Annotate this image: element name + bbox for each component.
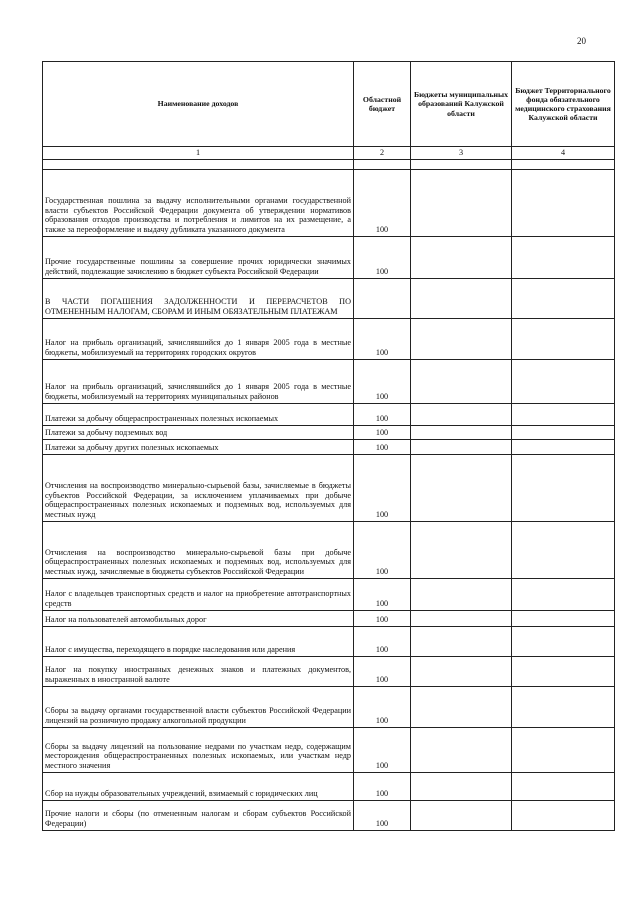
municipal-value bbox=[411, 686, 512, 727]
spacer-cell bbox=[512, 159, 615, 169]
municipal-value bbox=[411, 610, 512, 626]
section-empty-cell bbox=[411, 278, 512, 318]
municipal-value bbox=[411, 454, 512, 521]
page-number: 20 bbox=[577, 36, 586, 46]
table-row bbox=[43, 626, 615, 656]
fund-value bbox=[512, 578, 615, 610]
municipal-value bbox=[411, 318, 512, 359]
table-row bbox=[43, 656, 615, 686]
municipal-value bbox=[411, 656, 512, 686]
regional-value: 100 bbox=[354, 727, 411, 772]
fund-value bbox=[512, 521, 615, 578]
regional-value: 100 bbox=[354, 403, 411, 425]
table-row bbox=[43, 439, 615, 454]
regional-value: 100 bbox=[354, 626, 411, 656]
section-empty-cell bbox=[354, 278, 411, 318]
column-number: 3 bbox=[411, 147, 512, 160]
revenue-name: Государственная пошлина за выдачу исполнительными органами государственной власти субъектов Российской Федерации документа об утверждении нормативов образования отходов производства и потребления и лимитов на их размещение, а также за переоформление и выдачу дубликата указанного документа bbox=[43, 169, 354, 236]
regional-value: 100 bbox=[354, 686, 411, 727]
table-row bbox=[43, 610, 615, 626]
regional-value: 100 bbox=[354, 656, 411, 686]
column-number: 2 bbox=[354, 147, 411, 160]
regional-value: 100 bbox=[354, 439, 411, 454]
fund-value bbox=[512, 686, 615, 727]
revenue-name: Платежи за добычу общераспространенных полезных ископаемых bbox=[43, 403, 354, 425]
revenue-name: Налог на прибыль организаций, зачислявшийся до 1 января 2005 года в местные бюджеты, мобилизуемый на территориях городских округов bbox=[43, 318, 354, 359]
fund-value bbox=[512, 800, 615, 830]
header-municipal-budgets: Бюджеты муниципальных образований Калужской области bbox=[411, 62, 512, 147]
spacer-cell bbox=[354, 159, 411, 169]
revenue-name: Отчисления на воспроизводство минерально-сырьевой базы, зачисляемые в бюджеты субъектов Российской Федерации, за исключением уплачиваемых при добыче общераспространенных полезных ископаемых и подземных вод, используемых для местных нужд bbox=[43, 454, 354, 521]
revenue-name: Отчисления на воспроизводство минерально-сырьевой базы при добыче общераспространенных полезных ископаемых и подземных вод, используемых для местных нужд, зачисляемые в бюджеты субъектов Российской Федерации bbox=[43, 521, 354, 578]
spacer-cell bbox=[411, 159, 512, 169]
regional-value: 100 bbox=[354, 359, 411, 403]
table-row bbox=[43, 521, 615, 578]
regional-value: 100 bbox=[354, 169, 411, 236]
fund-value bbox=[512, 403, 615, 425]
regional-value: 100 bbox=[354, 610, 411, 626]
regional-value: 100 bbox=[354, 578, 411, 610]
fund-value bbox=[512, 359, 615, 403]
table-row bbox=[43, 169, 615, 236]
table-row bbox=[43, 686, 615, 727]
municipal-value bbox=[411, 169, 512, 236]
revenue-name: Платежи за добычу подземных вод bbox=[43, 425, 354, 439]
spacer-cell bbox=[43, 159, 354, 169]
revenue-name: Налог на прибыль организаций, зачислявшийся до 1 января 2005 года в местные бюджеты, мобилизуемый на территориях муниципальных районов bbox=[43, 359, 354, 403]
fund-value bbox=[512, 656, 615, 686]
revenue-name: Налог с имущества, переходящего в порядке наследования или дарения bbox=[43, 626, 354, 656]
fund-value bbox=[512, 318, 615, 359]
municipal-value bbox=[411, 800, 512, 830]
fund-value bbox=[512, 626, 615, 656]
table-row bbox=[43, 236, 615, 278]
section-row bbox=[43, 278, 615, 318]
revenue-name: Прочие налоги и сборы (по отмененным налогам и сборам субъектов Российской Федерации) bbox=[43, 800, 354, 830]
revenue-name: Налог с владельцев транспортных средств и налог на приобретение автотранспортных средств bbox=[43, 578, 354, 610]
revenue-distribution-table bbox=[42, 61, 615, 831]
section-title: В ЧАСТИ ПОГАШЕНИЯ ЗАДОЛЖЕННОСТИ И ПЕРЕРАСЧЕТОВ ПО ОТМЕНЕННЫМ НАЛОГАМ, СБОРАМ И ИНЫМ ОБЯЗАТЕЛЬНЫМ ПЛАТЕЖАМ bbox=[43, 278, 354, 318]
revenue-name: Сборы за выдачу органами государственной власти субъектов Российской Федерации лицензий на розничную продажу алкогольной продукции bbox=[43, 686, 354, 727]
revenue-name: Налог на покупку иностранных денежных знаков и платежных документов, выраженных в иностранной валюте bbox=[43, 656, 354, 686]
column-number-row bbox=[43, 147, 615, 160]
regional-value: 100 bbox=[354, 800, 411, 830]
fund-value bbox=[512, 425, 615, 439]
table-row bbox=[43, 318, 615, 359]
table-row bbox=[43, 800, 615, 830]
regional-value: 100 bbox=[354, 425, 411, 439]
municipal-value bbox=[411, 403, 512, 425]
municipal-value bbox=[411, 772, 512, 800]
column-number: 1 bbox=[43, 147, 354, 160]
revenue-name: Платежи за добычу других полезных ископаемых bbox=[43, 439, 354, 454]
header-regional-budget: Областной бюджет bbox=[354, 62, 411, 147]
table-row bbox=[43, 359, 615, 403]
table-row bbox=[43, 578, 615, 610]
municipal-value bbox=[411, 521, 512, 578]
header-medical-insurance-fund: Бюджет Территориального фонда обязательного медицинского страхования Калужской области bbox=[512, 62, 615, 147]
municipal-value bbox=[411, 439, 512, 454]
table-row bbox=[43, 454, 615, 521]
regional-value: 100 bbox=[354, 236, 411, 278]
municipal-value bbox=[411, 727, 512, 772]
spacer-row bbox=[43, 159, 615, 169]
table-row bbox=[43, 425, 615, 439]
regional-value: 100 bbox=[354, 454, 411, 521]
regional-value: 100 bbox=[354, 772, 411, 800]
table-row bbox=[43, 772, 615, 800]
table-row bbox=[43, 727, 615, 772]
municipal-value bbox=[411, 236, 512, 278]
fund-value bbox=[512, 439, 615, 454]
fund-value bbox=[512, 610, 615, 626]
column-number: 4 bbox=[512, 147, 615, 160]
regional-value: 100 bbox=[354, 521, 411, 578]
revenue-name: Налог на пользователей автомобильных дорог bbox=[43, 610, 354, 626]
revenue-name: Прочие государственные пошлины за совершение прочих юридически значимых действий, подлежащие зачислению в бюджет субъекта Российской Федерации bbox=[43, 236, 354, 278]
fund-value bbox=[512, 169, 615, 236]
fund-value bbox=[512, 772, 615, 800]
municipal-value bbox=[411, 359, 512, 403]
fund-value bbox=[512, 454, 615, 521]
fund-value bbox=[512, 727, 615, 772]
revenue-name: Сборы за выдачу лицензий на пользование недрами по участкам недр, содержащим месторождения общераспространенных полезных ископаемых, или участкам недр местного значения bbox=[43, 727, 354, 772]
municipal-value bbox=[411, 578, 512, 610]
header-revenue-name: Наименование доходов bbox=[43, 62, 354, 147]
revenue-name: Сбор на нужды образовательных учреждений, взимаемый с юридических лиц bbox=[43, 772, 354, 800]
fund-value bbox=[512, 236, 615, 278]
municipal-value bbox=[411, 626, 512, 656]
section-empty-cell bbox=[512, 278, 615, 318]
table-row bbox=[43, 403, 615, 425]
municipal-value bbox=[411, 425, 512, 439]
regional-value: 100 bbox=[354, 318, 411, 359]
header-row bbox=[43, 62, 615, 147]
